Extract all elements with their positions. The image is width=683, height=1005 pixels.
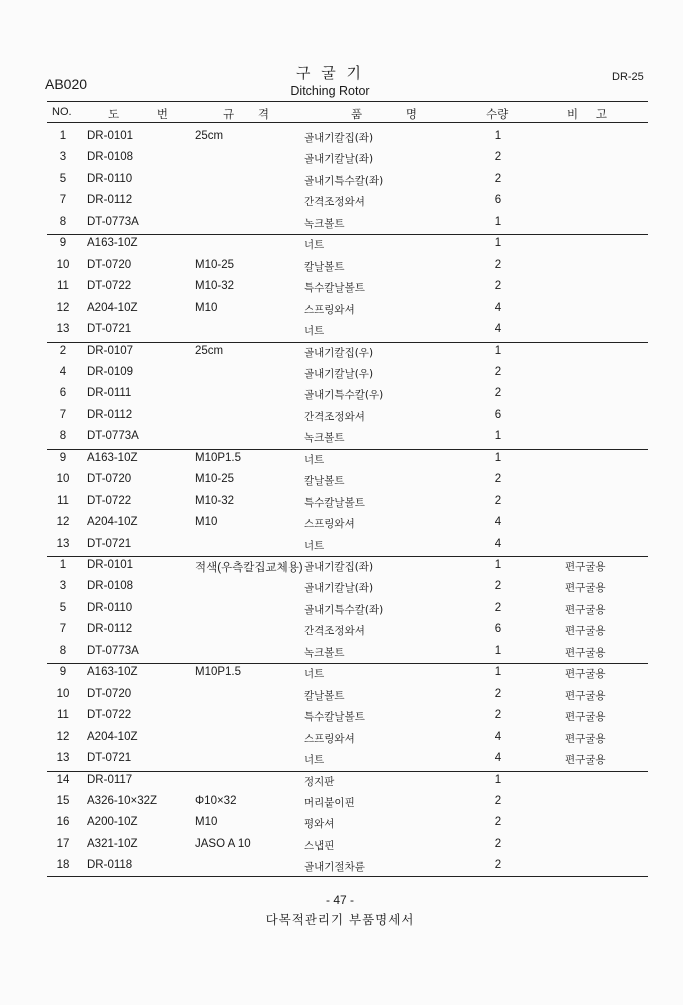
quantity-cell: 1 <box>494 130 502 142</box>
quantity-cell: 2 <box>494 580 502 593</box>
quantity-cell: 2 <box>494 687 502 700</box>
drawing-number-cell: A163-10Z <box>87 451 138 464</box>
table-row <box>0 259 683 281</box>
drawing-number-cell: A200-10Z <box>87 816 138 829</box>
part-number-cell: 6 <box>59 387 67 400</box>
drawing-number-cell: DR-0108 <box>87 580 134 593</box>
part-number-cell: 1 <box>59 559 67 571</box>
part-name-cell: 녹크볼트 <box>304 646 345 659</box>
table-row <box>0 366 683 388</box>
part-number-cell: 11 <box>57 709 69 722</box>
model-number: AB020 <box>45 76 88 92</box>
drawing-number-cell: A204-10Z <box>87 516 138 529</box>
book-title: 다목적관리기 부품명세서 <box>265 912 415 927</box>
part-number-cell: 8 <box>59 430 67 443</box>
quantity-cell: 4 <box>494 752 502 765</box>
drawing-number-cell: DT-0773A <box>87 215 139 228</box>
part-name-cell: 특수칼날볼트 <box>304 282 365 295</box>
table-row <box>0 452 683 474</box>
part-number-cell: 5 <box>59 601 67 614</box>
part-number-cell: 1 <box>59 130 67 142</box>
table-row <box>0 409 683 431</box>
part-number-cell: 12 <box>56 516 70 529</box>
spec-cell: M10-32 <box>195 494 234 507</box>
drawing-number-cell: DR-0107 <box>87 344 134 357</box>
drawing-number-cell: DR-0112 <box>87 408 133 421</box>
spec-cell: 적색(우측칼집교체용) <box>195 562 303 574</box>
table-row <box>0 151 683 173</box>
part-number-cell: 10 <box>56 258 70 271</box>
part-name-cell: 평와셔 <box>304 818 335 831</box>
part-name-cell: 골내기칼집(좌) <box>304 561 374 573</box>
part-name-cell: 너트 <box>304 239 325 252</box>
group-divider <box>47 449 648 450</box>
part-number-cell: 13 <box>56 752 70 765</box>
spec-cell: M10-25 <box>195 258 234 271</box>
quantity-cell: 1 <box>494 430 502 443</box>
drawing-number-cell: DT-0720 <box>87 473 132 486</box>
spec-cell: M10 <box>195 816 218 829</box>
part-name-cell: 칼날볼트 <box>304 260 345 273</box>
part-name-cell: 칼날볼트 <box>304 689 345 702</box>
part-name-cell: 머리붙이핀 <box>304 796 355 809</box>
part-name-cell: 칼날볼트 <box>304 475 345 488</box>
table-row <box>0 516 683 538</box>
quantity-cell: 2 <box>494 601 502 614</box>
quantity-cell: 2 <box>494 709 502 722</box>
remarks-cell: 편구굴용 <box>565 582 606 595</box>
table-row <box>0 774 683 796</box>
drawing-number-cell: DT-0721 <box>87 323 132 336</box>
part-number-cell: 4 <box>59 365 67 378</box>
remarks-cell: 편구굴용 <box>565 625 606 638</box>
drawing-number-cell: DR-0117 <box>87 773 133 786</box>
part-number-cell: 13 <box>56 537 70 550</box>
column-header-drawing-no: 도 번 <box>108 107 168 121</box>
page-title-korean: 구 굴 기 <box>295 64 364 82</box>
quantity-cell: 4 <box>494 323 502 336</box>
remarks-cell: 편구굴용 <box>565 668 606 681</box>
group-divider <box>47 234 648 235</box>
part-name-cell: 너트 <box>304 539 325 552</box>
table-row <box>0 580 683 602</box>
part-name-cell: 스프링와셔 <box>304 732 355 745</box>
drawing-number-cell: A326-10×32Z <box>87 794 158 807</box>
part-name-cell: 스냅핀 <box>304 839 335 852</box>
part-name-cell: 정지판 <box>304 775 335 788</box>
part-name-cell: 간격조정와셔 <box>304 196 365 209</box>
part-number-cell: 11 <box>57 280 69 293</box>
drawing-number-cell: DR-0111 <box>87 387 132 400</box>
quantity-cell: 2 <box>494 172 502 185</box>
group-divider <box>47 663 648 664</box>
quantity-cell: 2 <box>494 794 502 807</box>
remarks-cell: 편구굴용 <box>565 732 606 745</box>
part-name-cell: 너트 <box>304 453 325 466</box>
spec-cell: 25cm <box>195 344 224 357</box>
quantity-cell: 1 <box>494 451 502 464</box>
part-number-cell: 9 <box>59 237 67 250</box>
table-row <box>0 473 683 495</box>
quantity-cell: 4 <box>494 537 502 550</box>
part-name-cell: 골내기특수칼(우) <box>304 389 384 402</box>
table-row <box>0 345 683 367</box>
part-number-cell: 7 <box>59 408 67 421</box>
group-divider <box>47 342 648 343</box>
spec-cell: M10P1.5 <box>195 666 242 679</box>
group-divider <box>47 556 648 557</box>
part-name-cell: 골내기특수칼(좌) <box>304 174 384 187</box>
part-number-cell: 10 <box>56 473 70 486</box>
header-top-rule <box>47 101 648 102</box>
part-number-cell: 7 <box>59 194 67 207</box>
table-row <box>0 709 683 731</box>
quantity-cell: 2 <box>494 816 502 829</box>
remarks-cell: 편구굴용 <box>565 561 606 573</box>
quantity-cell: 2 <box>494 494 502 507</box>
part-name-cell: 너트 <box>304 668 325 681</box>
remarks-cell: 편구굴용 <box>565 646 606 659</box>
drawing-number-cell: A204-10Z <box>87 730 138 743</box>
spec-cell: M10 <box>195 516 218 529</box>
part-name-cell: 골내기절차륜 <box>304 861 365 874</box>
part-number-cell: 3 <box>59 151 67 164</box>
quantity-cell: 4 <box>494 730 502 743</box>
group-divider <box>47 771 648 772</box>
part-name-cell: 골내기칼집(우) <box>304 346 374 359</box>
drawing-number-cell: DT-0721 <box>87 752 132 765</box>
drawing-number-cell: DT-0773A <box>87 644 139 657</box>
table-row <box>0 194 683 216</box>
drawing-number-cell: DR-0110 <box>87 601 133 614</box>
remarks-cell: 편구굴용 <box>565 754 606 767</box>
page-title-english: Ditching Rotor <box>290 84 370 98</box>
part-name-cell: 특수칼날볼트 <box>304 496 365 509</box>
drawing-number-cell: DR-0110 <box>87 172 133 185</box>
part-name-cell: 녹크볼트 <box>304 217 345 230</box>
part-number-cell: 9 <box>59 666 67 679</box>
part-name-cell: 녹크볼트 <box>304 432 345 445</box>
quantity-cell: 2 <box>494 151 502 164</box>
quantity-cell: 1 <box>494 237 502 250</box>
part-name-cell: 골내기칼날(좌) <box>304 153 374 166</box>
drawing-number-cell: DR-0112 <box>87 194 133 207</box>
quantity-cell: 2 <box>494 258 502 271</box>
part-name-cell: 골내기칼날(좌) <box>304 582 374 595</box>
remarks-cell: 편구굴용 <box>565 603 606 616</box>
table-row <box>0 495 683 517</box>
spec-cell: M10-25 <box>195 473 234 486</box>
part-name-cell: 골내기칼날(우) <box>304 367 374 380</box>
part-number-cell: 10 <box>56 687 70 700</box>
quantity-cell: 6 <box>494 623 502 636</box>
table-row <box>0 859 683 881</box>
part-name-cell: 골내기칼집(좌) <box>304 132 374 144</box>
part-name-cell: 너트 <box>304 754 325 767</box>
quantity-cell: 6 <box>494 408 502 421</box>
drawing-number-cell: A321-10Z <box>87 837 138 850</box>
part-name-cell: 스프링와셔 <box>304 518 355 531</box>
table-row <box>0 280 683 302</box>
quantity-cell: 2 <box>494 837 502 850</box>
drawing-number-cell: DR-0118 <box>87 859 133 872</box>
quantity-cell: 4 <box>494 301 502 314</box>
table-row <box>0 816 683 838</box>
quantity-cell: 2 <box>494 473 502 486</box>
part-number-cell: 9 <box>59 451 67 464</box>
part-number-cell: 5 <box>59 172 67 185</box>
drawing-number-cell: DT-0722 <box>87 709 132 722</box>
part-number-cell: 11 <box>57 494 69 507</box>
drawing-number-cell: A204-10Z <box>87 301 138 314</box>
table-row <box>0 237 683 259</box>
table-row <box>0 795 683 817</box>
drawing-number-cell: A163-10Z <box>87 237 138 250</box>
table-row <box>0 130 683 152</box>
quantity-cell: 1 <box>494 215 502 228</box>
column-header-part-name: 품 명 <box>351 107 417 121</box>
table-row <box>0 623 683 645</box>
quantity-cell: 1 <box>494 644 502 657</box>
header-bottom-rule <box>47 122 648 123</box>
drawing-number-cell: DT-0722 <box>87 494 132 507</box>
table-row <box>0 173 683 195</box>
part-number-cell: 18 <box>56 859 70 872</box>
table-row <box>0 688 683 710</box>
spec-cell: 25cm <box>195 130 224 142</box>
part-number-cell: 3 <box>59 580 67 593</box>
column-header-remarks: 비 고 <box>567 107 607 121</box>
table-row <box>0 602 683 624</box>
table-bottom-rule <box>47 876 648 877</box>
part-number-cell: 15 <box>56 794 70 807</box>
remarks-cell: 편구굴용 <box>565 711 606 724</box>
drawing-number-cell: DR-0109 <box>87 365 134 378</box>
table-row <box>0 838 683 860</box>
part-number-cell: 12 <box>56 301 70 314</box>
part-number-cell: 17 <box>56 837 70 850</box>
drawing-number-cell: DT-0720 <box>87 687 132 700</box>
spec-cell: M10P1.5 <box>195 451 242 464</box>
part-number-cell: 13 <box>56 323 70 336</box>
part-number-cell: 12 <box>56 730 70 743</box>
table-row <box>0 731 683 753</box>
part-number-cell: 2 <box>59 344 67 357</box>
quantity-cell: 2 <box>494 387 502 400</box>
drawing-number-cell: DR-0101 <box>87 130 134 142</box>
part-number-cell: 16 <box>56 816 70 829</box>
spec-cell: M10 <box>195 301 218 314</box>
column-header-no: NO. <box>52 106 72 118</box>
drawing-number-cell: DR-0101 <box>87 559 134 571</box>
part-name-cell: 골내기특수칼(좌) <box>304 603 384 616</box>
drawing-number-cell: A163-10Z <box>87 666 138 679</box>
remarks-cell: 편구굴용 <box>565 689 606 702</box>
page-id: DR-25 <box>612 71 644 83</box>
drawing-number-cell: DT-0773A <box>87 430 139 443</box>
column-header-qty: 수량 <box>486 107 509 121</box>
part-name-cell: 스프링와셔 <box>304 303 355 316</box>
drawing-number-cell: DR-0112 <box>87 623 133 636</box>
quantity-cell: 6 <box>494 194 502 207</box>
quantity-cell: 1 <box>494 559 502 571</box>
quantity-cell: 2 <box>494 859 502 872</box>
spec-cell: JASO A 10 <box>195 837 251 850</box>
part-name-cell: 특수칼날볼트 <box>304 711 365 724</box>
drawing-number-cell: DT-0722 <box>87 280 132 293</box>
drawing-number-cell: DT-0721 <box>87 537 132 550</box>
part-number-cell: 8 <box>59 644 67 657</box>
part-name-cell: 간격조정와셔 <box>304 625 365 638</box>
part-name-cell: 너트 <box>304 325 325 338</box>
quantity-cell: 2 <box>494 280 502 293</box>
table-row <box>0 666 683 688</box>
spec-cell: M10-32 <box>195 280 234 293</box>
table-row <box>0 302 683 324</box>
part-name-cell: 간격조정와셔 <box>304 410 365 423</box>
part-number-cell: 14 <box>56 773 70 786</box>
spec-cell: Φ10×32 <box>195 794 237 807</box>
drawing-number-cell: DT-0720 <box>87 258 132 271</box>
table-row <box>0 559 683 581</box>
quantity-cell: 2 <box>494 365 502 378</box>
part-number-cell: 8 <box>59 215 67 228</box>
page-number: - 47 - <box>325 893 354 907</box>
part-number-cell: 7 <box>59 623 67 636</box>
quantity-cell: 1 <box>494 344 502 357</box>
drawing-number-cell: DR-0108 <box>87 151 134 164</box>
table-row <box>0 387 683 409</box>
quantity-cell: 4 <box>494 516 502 529</box>
quantity-cell: 1 <box>494 773 502 786</box>
column-header-spec: 규 격 <box>223 107 269 121</box>
quantity-cell: 1 <box>494 666 502 679</box>
